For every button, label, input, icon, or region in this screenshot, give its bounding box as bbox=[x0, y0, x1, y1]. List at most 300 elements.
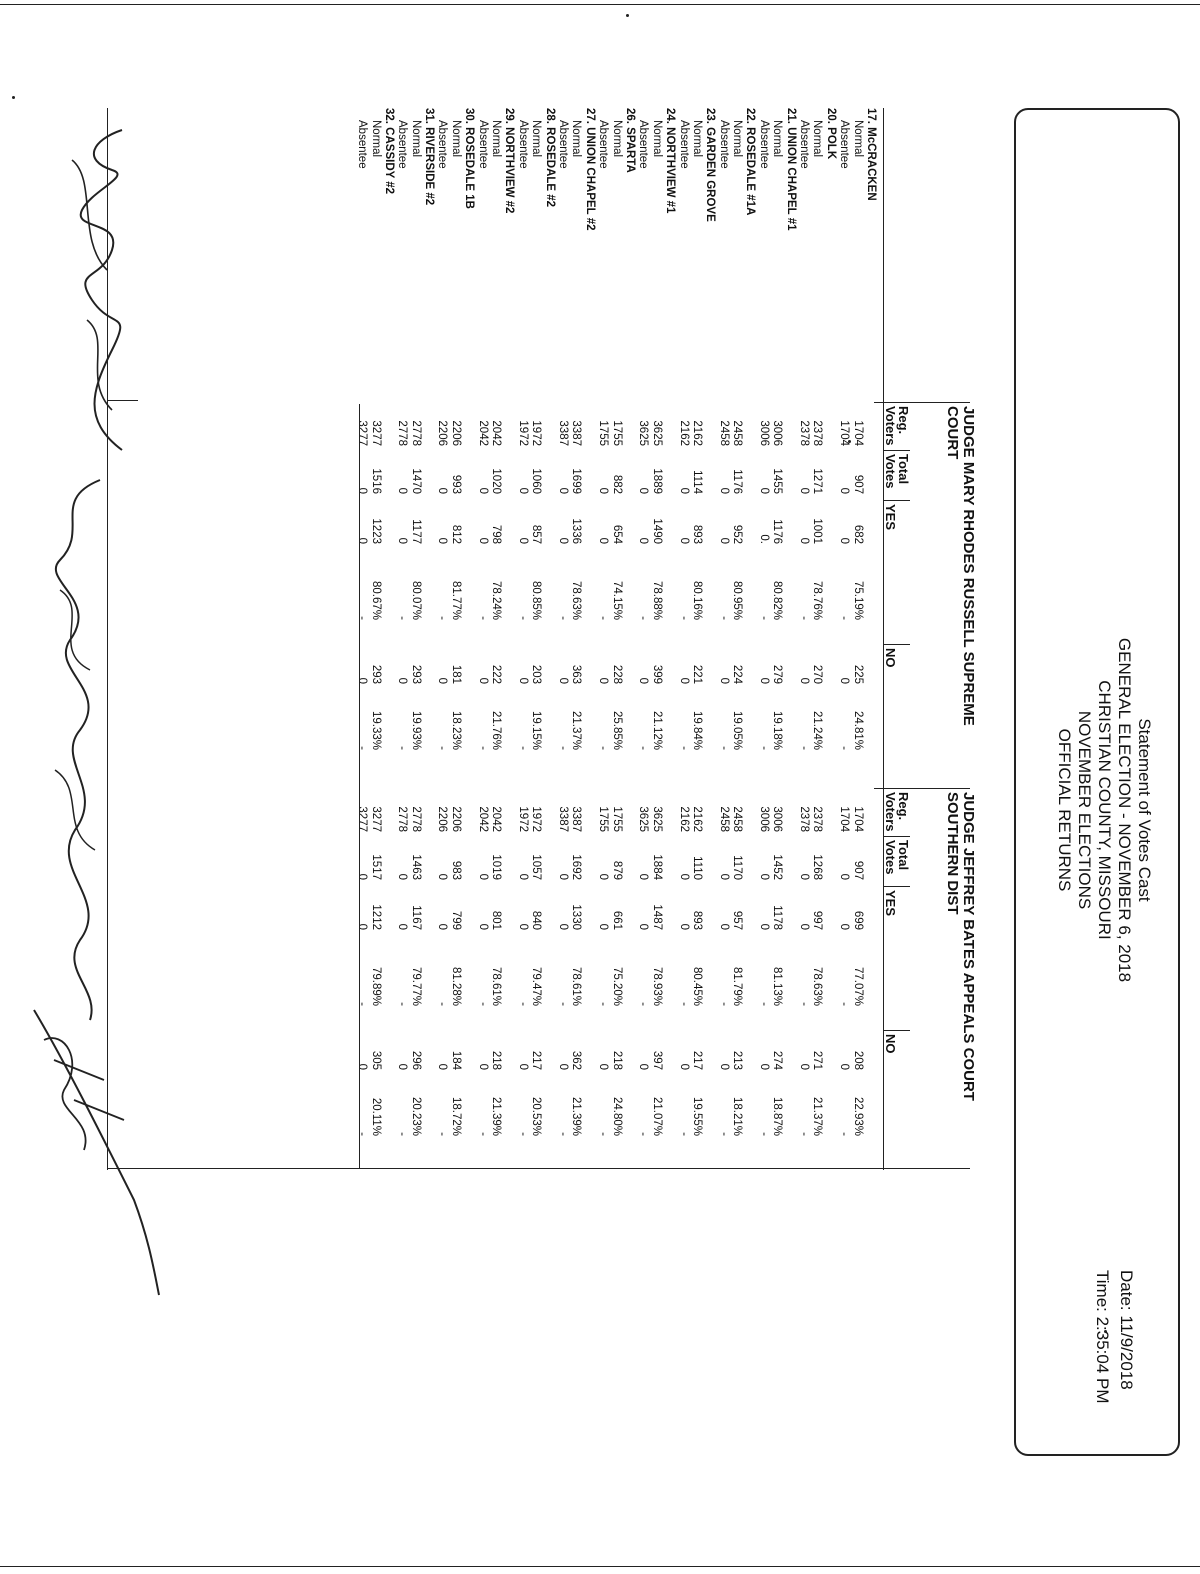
cell-no-votes: 0 bbox=[436, 677, 449, 684]
contest-title bbox=[944, 792, 976, 1101]
cell-total-votes: 0 bbox=[436, 487, 449, 494]
cell-no-percent: 21.07% bbox=[650, 1096, 663, 1136]
cell-total-votes: 0 bbox=[838, 873, 851, 880]
cell-reg-voters: 1755 bbox=[597, 420, 610, 446]
column-tick bbox=[884, 500, 910, 501]
cell-total-votes: 0 bbox=[396, 487, 409, 494]
cell-yes-percent: - bbox=[516, 1002, 529, 1006]
cell-no-percent: 21.12% bbox=[650, 710, 663, 750]
cell-yes-votes: 1176 bbox=[771, 519, 784, 544]
cell-yes-votes: 1336 bbox=[570, 518, 583, 544]
cell-no-votes: 0 bbox=[516, 677, 529, 684]
cell-reg-voters: 3277 bbox=[356, 806, 369, 832]
cell-yes-percent: 78.61% bbox=[570, 966, 583, 1006]
cell-reg-voters: 1972 bbox=[516, 806, 529, 832]
cell-yes-votes: 857 bbox=[530, 524, 543, 544]
cell-no-percent: 20.11% bbox=[369, 1097, 382, 1136]
table-row bbox=[810, 108, 823, 1168]
cell-total-votes: 0 bbox=[798, 487, 811, 494]
cell-yes-votes: 0 bbox=[717, 923, 730, 930]
table-row bbox=[529, 108, 542, 1168]
cell-reg-voters: 2042 bbox=[490, 806, 503, 832]
cell-yes-votes: 812 bbox=[449, 524, 462, 544]
cell-total-votes: 0 bbox=[757, 873, 770, 880]
cell-no-percent: - bbox=[396, 746, 409, 750]
cell-no-votes: 293 bbox=[369, 664, 382, 684]
cell-yes-votes: 0 bbox=[838, 537, 851, 544]
cell-no-percent: - bbox=[557, 1132, 570, 1136]
cell-yes-votes: 893 bbox=[690, 524, 703, 544]
cell-reg-voters: 3387 bbox=[557, 806, 570, 832]
cell-total-votes: 0 bbox=[677, 487, 690, 494]
cell-no-percent: - bbox=[356, 746, 369, 750]
cell-no-votes: 228 bbox=[610, 664, 623, 684]
cell-yes-votes: 0 bbox=[798, 537, 811, 544]
cell-yes-percent: 80.07% bbox=[409, 580, 422, 620]
cell-total-votes: 0 bbox=[476, 487, 489, 494]
cell-total-votes: 1110 bbox=[690, 856, 703, 880]
cell-reg-voters: 2042 bbox=[490, 420, 503, 446]
cell-no-percent: - bbox=[557, 746, 570, 750]
precinct-name: 22. ROSEDALE #1A bbox=[744, 108, 757, 216]
cell-yes-votes: 1330 bbox=[570, 904, 583, 930]
cell-no-percent: - bbox=[396, 1132, 409, 1136]
vote-type-label: Absentee bbox=[757, 120, 770, 169]
cell-no-votes: 0 bbox=[717, 1063, 730, 1070]
precinct-row bbox=[823, 108, 836, 1168]
precinct-row bbox=[542, 108, 555, 1168]
contest-divider bbox=[874, 788, 970, 789]
cell-yes-percent: 80.95% bbox=[731, 580, 744, 620]
cell-no-votes: 222 bbox=[490, 664, 503, 684]
cell-total-votes: 1699 bbox=[570, 468, 583, 494]
precinct-row bbox=[743, 108, 756, 1168]
cell-yes-percent: - bbox=[476, 1002, 489, 1006]
cell-no-votes: 218 bbox=[490, 1050, 503, 1070]
cell-reg-voters: 1704 bbox=[851, 806, 864, 832]
cell-total-votes: 1692 bbox=[570, 854, 583, 880]
contest-divider bbox=[874, 402, 970, 403]
cell-no-votes: 225 bbox=[851, 664, 864, 684]
cell-no-votes: 0 bbox=[516, 1063, 529, 1070]
cell-total-votes: 1170 bbox=[731, 855, 744, 880]
precinct-row bbox=[422, 108, 435, 1168]
cell-no-percent: - bbox=[476, 746, 489, 750]
table-row bbox=[475, 108, 488, 1168]
cell-total-votes: 0 bbox=[597, 487, 610, 494]
cell-no-votes: 0 bbox=[597, 1063, 610, 1070]
cell-total-votes: 1268 bbox=[811, 854, 824, 880]
cell-yes-votes: 0 bbox=[476, 537, 489, 544]
cell-no-percent: - bbox=[677, 1132, 690, 1136]
cell-no-percent: - bbox=[717, 746, 730, 750]
cell-yes-percent: 80.82% bbox=[771, 580, 784, 620]
cell-no-percent: - bbox=[597, 746, 610, 750]
cell-no-percent: 19.33% bbox=[369, 710, 382, 750]
table-row bbox=[408, 108, 421, 1168]
cell-yes-percent: 78.76% bbox=[811, 580, 824, 620]
cell-reg-voters: 3387 bbox=[570, 806, 583, 832]
cell-no-percent: - bbox=[516, 746, 529, 750]
column-tick bbox=[884, 1030, 910, 1031]
table-row bbox=[435, 108, 448, 1168]
cell-no-percent: 18.21% bbox=[731, 1096, 744, 1136]
column-header-text: Votes bbox=[883, 840, 898, 875]
cell-no-votes: 221 bbox=[690, 664, 703, 684]
table-row bbox=[596, 108, 609, 1168]
cell-total-votes: 0 bbox=[717, 873, 730, 880]
cell-yes-percent: 80.67% bbox=[369, 580, 382, 620]
title-line: GENERAL ELECTION - NOVEMBER 6, 2018 bbox=[1115, 637, 1134, 983]
cell-reg-voters: 2162 bbox=[690, 806, 703, 832]
table-row bbox=[649, 108, 662, 1168]
table-row bbox=[676, 108, 689, 1168]
vote-type-label: Normal bbox=[570, 120, 583, 158]
cell-total-votes: 1060 bbox=[530, 468, 543, 494]
handwritten-signature bbox=[30, 470, 130, 1030]
column-header-no: NO bbox=[883, 648, 898, 668]
precinct-row bbox=[462, 108, 475, 1168]
cell-no-votes: 0 bbox=[677, 1063, 690, 1070]
cell-yes-percent: - bbox=[436, 1002, 449, 1006]
table-row bbox=[730, 108, 743, 1168]
cell-total-votes: 1020 bbox=[490, 468, 503, 494]
cell-no-percent: 20.23% bbox=[409, 1096, 422, 1136]
cell-no-votes: 0 bbox=[557, 677, 570, 684]
cell-yes-votes: 798 bbox=[490, 524, 503, 544]
cell-yes-percent: 81.77% bbox=[449, 580, 462, 620]
cell-no-percent: 21.76% bbox=[490, 710, 503, 750]
cell-reg-voters: 2458 bbox=[731, 806, 744, 832]
cell-yes-percent: 75.19% bbox=[851, 580, 864, 620]
cell-reg-voters: 1704 bbox=[838, 806, 851, 832]
column-tick bbox=[884, 886, 910, 887]
cell-yes-votes: 0 bbox=[516, 923, 529, 930]
cell-total-votes: 0 bbox=[597, 873, 610, 880]
table-row bbox=[368, 108, 381, 1168]
table-row bbox=[449, 108, 462, 1168]
cell-no-percent: - bbox=[356, 1132, 369, 1136]
cell-no-votes: 0 bbox=[838, 1063, 851, 1070]
cell-yes-percent: 75.20% bbox=[610, 966, 623, 1006]
column-header-text: Reg. bbox=[896, 406, 911, 435]
cell-reg-voters: 2778 bbox=[409, 806, 422, 832]
cell-yes-percent: - bbox=[356, 1002, 369, 1006]
cell-yes-votes: 0 bbox=[717, 537, 730, 544]
cell-no-votes: 305 bbox=[369, 1050, 382, 1070]
cell-total-votes: 0 bbox=[717, 487, 730, 494]
cell-yes-votes: 1212 bbox=[369, 904, 382, 930]
table-bottom-rule bbox=[359, 404, 360, 1168]
table-row bbox=[489, 108, 502, 1168]
cell-reg-voters: 3625 bbox=[637, 420, 650, 446]
vote-type-label: Absentee bbox=[597, 120, 610, 169]
precinct-row bbox=[623, 108, 636, 1168]
table-row bbox=[770, 108, 783, 1168]
precinct-row bbox=[663, 108, 676, 1168]
cell-no-votes: 0 bbox=[637, 1063, 650, 1070]
vote-type-label: Absentee bbox=[637, 120, 650, 169]
cell-reg-voters: 2778 bbox=[396, 420, 409, 446]
cell-yes-votes: 699 bbox=[851, 910, 864, 930]
cell-no-votes: 0 bbox=[396, 1063, 409, 1070]
cell-no-votes: 0 bbox=[476, 677, 489, 684]
vote-type-label: Absentee bbox=[396, 120, 409, 169]
column-header-reg-voters bbox=[884, 406, 910, 446]
cell-no-percent: 22.93% bbox=[851, 1096, 864, 1136]
cell-reg-voters: 3625 bbox=[650, 806, 663, 832]
cell-total-votes: 0 bbox=[637, 873, 650, 880]
cell-yes-votes: 661 bbox=[610, 910, 623, 930]
cell-reg-voters: 2378 bbox=[811, 806, 824, 832]
cell-reg-voters: 1755 bbox=[597, 806, 610, 832]
cell-yes-percent: 81.79% bbox=[731, 966, 744, 1006]
cell-total-votes: 1463 bbox=[409, 854, 422, 880]
cell-reg-voters: 3277 bbox=[369, 420, 382, 446]
cell-reg-voters: 3006 bbox=[757, 806, 770, 832]
cell-no-votes: 397 bbox=[650, 1050, 663, 1070]
cell-total-votes: 0 bbox=[516, 487, 529, 494]
cell-yes-votes: 0 bbox=[476, 923, 489, 930]
cell-yes-votes: 654 bbox=[610, 524, 623, 544]
cell-no-votes: 184 bbox=[449, 1050, 462, 1070]
cell-yes-votes: 0 bbox=[757, 923, 770, 930]
results-table bbox=[355, 108, 877, 1168]
cell-no-votes: 208 bbox=[851, 1050, 864, 1070]
cell-no-percent: 18.87% bbox=[771, 1096, 784, 1136]
cell-yes-votes: 0 bbox=[557, 537, 570, 544]
cell-yes-votes: 0 bbox=[356, 537, 369, 544]
cell-no-votes: 218 bbox=[610, 1050, 623, 1070]
vote-type-label: Absentee bbox=[717, 120, 730, 169]
cell-yes-votes: 0 bbox=[557, 923, 570, 930]
precinct-row bbox=[582, 108, 595, 1168]
vote-type-label: Normal bbox=[610, 120, 623, 158]
cell-yes-percent: - bbox=[476, 616, 489, 620]
cell-yes-votes: 1177 bbox=[409, 519, 422, 544]
cell-yes-percent: 79.89% bbox=[369, 966, 382, 1006]
precinct-name: 27. UNION CHAPEL #2 bbox=[583, 108, 596, 231]
cell-reg-voters: 1972 bbox=[516, 420, 529, 446]
cell-reg-voters: 3006 bbox=[771, 806, 784, 832]
cell-yes-percent: - bbox=[557, 1002, 570, 1006]
cell-yes-percent: 78.93% bbox=[650, 966, 663, 1006]
cell-no-votes: 399 bbox=[650, 664, 663, 684]
cell-yes-percent: 78.63% bbox=[570, 580, 583, 620]
cell-yes-percent: - bbox=[637, 1002, 650, 1006]
cell-no-votes: 0 bbox=[396, 677, 409, 684]
cell-no-percent: 20.53% bbox=[530, 1096, 543, 1136]
vote-type-label: Normal bbox=[490, 120, 503, 158]
table-row bbox=[636, 108, 649, 1168]
cell-no-percent: - bbox=[476, 1132, 489, 1136]
bottom-edge-line bbox=[0, 1566, 1200, 1567]
column-header-text: Reg. bbox=[896, 792, 911, 821]
cell-no-votes: 213 bbox=[731, 1050, 744, 1070]
table-row bbox=[716, 108, 729, 1168]
cell-yes-percent: 80.85% bbox=[530, 580, 543, 620]
cell-no-percent: - bbox=[637, 1132, 650, 1136]
cell-reg-voters: 2162 bbox=[677, 806, 690, 832]
cell-no-votes: 0 bbox=[798, 1063, 811, 1070]
cell-no-votes: 279 bbox=[771, 664, 784, 684]
cell-no-percent: - bbox=[637, 746, 650, 750]
precinct-name: 28. ROSEDALE #2 bbox=[543, 108, 556, 208]
cell-no-votes: 0 bbox=[637, 677, 650, 684]
cell-yes-votes: 0 bbox=[677, 923, 690, 930]
report-datetime bbox=[1090, 1270, 1138, 1440]
precinct-row bbox=[783, 108, 796, 1168]
cell-yes-percent: - bbox=[757, 1002, 770, 1006]
cell-no-percent: 24.81% bbox=[851, 710, 864, 750]
cell-no-votes: 0 bbox=[356, 1063, 369, 1070]
cell-total-votes: 0 bbox=[516, 873, 529, 880]
cell-no-percent: - bbox=[757, 746, 770, 750]
cell-no-percent: - bbox=[516, 1132, 529, 1136]
cell-yes-votes: 0 bbox=[637, 537, 650, 544]
cell-total-votes: 0 bbox=[476, 873, 489, 880]
cell-reg-voters: 2206 bbox=[436, 806, 449, 832]
cell-total-votes: 1452 bbox=[771, 854, 784, 880]
cell-total-votes: 0 bbox=[557, 873, 570, 880]
cell-total-votes: 907 bbox=[851, 474, 864, 494]
cell-reg-voters: 1755 bbox=[610, 420, 623, 446]
cell-yes-votes: 1167 bbox=[409, 905, 422, 930]
cell-no-votes: 224 bbox=[731, 664, 744, 684]
cell-yes-percent: 79.47% bbox=[530, 966, 543, 1006]
table-row bbox=[609, 108, 622, 1168]
vote-type-label: Absentee bbox=[677, 120, 690, 169]
table-header-rule bbox=[883, 108, 884, 1170]
vote-type-label: Normal bbox=[690, 120, 703, 158]
cell-reg-voters: 2042 bbox=[476, 420, 489, 446]
cell-reg-voters: 2042 bbox=[476, 806, 489, 832]
cell-yes-percent: - bbox=[717, 616, 730, 620]
cell-reg-voters: 1755 bbox=[610, 806, 623, 832]
precinct-row bbox=[703, 108, 716, 1168]
table-row bbox=[515, 108, 528, 1168]
precinct-name: 21. UNION CHAPEL #1 bbox=[784, 108, 797, 231]
column-tick bbox=[884, 836, 910, 837]
cell-total-votes: 1470 bbox=[409, 468, 422, 494]
top-edge-line bbox=[0, 4, 1200, 5]
cell-total-votes: 1889 bbox=[650, 468, 663, 494]
cell-total-votes: 1271 bbox=[811, 468, 824, 494]
cell-no-votes: 0 bbox=[757, 1063, 770, 1070]
column-header-text: Total bbox=[896, 840, 911, 871]
column-tick bbox=[884, 644, 910, 645]
cell-no-votes: 362 bbox=[570, 1050, 583, 1070]
cell-reg-voters: 1704 bbox=[851, 420, 864, 446]
vote-type-label: Normal bbox=[771, 120, 784, 158]
cell-yes-percent: - bbox=[717, 1002, 730, 1006]
cell-no-percent: - bbox=[597, 1132, 610, 1136]
cell-no-votes: 181 bbox=[449, 664, 462, 684]
cell-reg-voters: 2378 bbox=[798, 806, 811, 832]
cell-no-percent: 18.72% bbox=[449, 1096, 462, 1136]
cell-no-votes: 293 bbox=[409, 664, 422, 684]
handwritten-signature bbox=[24, 1000, 164, 1300]
title-line: OFFICIAL RETURNS bbox=[1055, 728, 1074, 892]
cell-yes-votes: 1490 bbox=[650, 518, 663, 544]
vote-type-label: Absentee bbox=[356, 120, 369, 169]
cell-yes-votes: 1487 bbox=[650, 904, 663, 930]
cell-yes-votes: 0 bbox=[436, 923, 449, 930]
column-header-text: Total bbox=[896, 454, 911, 485]
vote-type-label: Absentee bbox=[516, 120, 529, 169]
vote-type-label: Normal bbox=[449, 120, 462, 158]
cell-yes-percent: - bbox=[436, 616, 449, 620]
cell-reg-voters: 3006 bbox=[771, 420, 784, 446]
cell-no-percent: 19.55% bbox=[690, 1096, 703, 1136]
table-row bbox=[797, 108, 810, 1168]
vote-type-label: Normal bbox=[650, 120, 663, 158]
cell-yes-percent: 78.24% bbox=[490, 580, 503, 620]
vote-type-label: Absentee bbox=[838, 120, 851, 169]
cell-yes-votes: 0 bbox=[597, 537, 610, 544]
cell-yes-percent: 77.07% bbox=[851, 966, 864, 1006]
column-header-reg-voters bbox=[884, 792, 910, 832]
cell-yes-votes: 0 bbox=[677, 537, 690, 544]
cell-no-votes: 0 bbox=[757, 677, 770, 684]
cell-reg-voters: 2206 bbox=[449, 806, 462, 832]
cell-no-percent: - bbox=[838, 746, 851, 750]
cell-no-percent: 21.39% bbox=[570, 1096, 583, 1136]
cell-total-votes: 0 bbox=[757, 487, 770, 494]
cell-no-percent: 25.85% bbox=[610, 710, 623, 750]
cell-yes-votes: 0 bbox=[396, 537, 409, 544]
cell-yes-percent: - bbox=[516, 616, 529, 620]
cell-total-votes: 993 bbox=[449, 474, 462, 494]
vote-type-label: Absentee bbox=[798, 120, 811, 169]
vote-type-label: Absentee bbox=[557, 120, 570, 169]
table-right-rule bbox=[108, 1168, 970, 1169]
precinct-row bbox=[864, 108, 877, 1168]
cell-yes-votes: 957 bbox=[731, 910, 744, 930]
cell-yes-votes: 893 bbox=[690, 910, 703, 930]
cell-yes-percent: - bbox=[356, 616, 369, 620]
vote-type-label: Normal bbox=[811, 120, 824, 158]
precinct-name: 29. NORTHVIEW #2 bbox=[503, 108, 516, 214]
precinct-name: 32. CASSIDY #2 bbox=[382, 108, 395, 195]
precinct-name: 17. McCRACKEN bbox=[865, 108, 877, 201]
column-header-text: Voters bbox=[883, 406, 898, 446]
cell-no-votes: 217 bbox=[690, 1050, 703, 1070]
contest-title-line: COURT bbox=[944, 406, 961, 460]
precinct-name: 24. NORTHVIEW #1 bbox=[664, 108, 677, 214]
cell-total-votes: 907 bbox=[851, 860, 864, 880]
cell-no-percent: - bbox=[757, 1132, 770, 1136]
rotated-report-sheet bbox=[120, 108, 1180, 1468]
cell-no-percent: 19.84% bbox=[690, 710, 703, 750]
cell-no-votes: 274 bbox=[771, 1050, 784, 1070]
cell-total-votes: 1057 bbox=[530, 854, 543, 880]
cell-total-votes: 1176 bbox=[731, 469, 744, 494]
cell-total-votes: 1455 bbox=[771, 468, 784, 494]
cell-yes-votes: 952 bbox=[731, 524, 744, 544]
cell-no-percent: - bbox=[436, 746, 449, 750]
cell-yes-percent: 80.16% bbox=[690, 580, 703, 620]
title-line: Statement of Votes Cast bbox=[1135, 718, 1154, 902]
cell-no-percent: 19.15% bbox=[530, 710, 543, 750]
cell-no-votes: 0 bbox=[597, 677, 610, 684]
cell-no-votes: 363 bbox=[570, 664, 583, 684]
cell-reg-voters: 2206 bbox=[449, 420, 462, 446]
cell-yes-votes: 682 bbox=[851, 524, 864, 544]
cell-yes-percent: 81.13% bbox=[771, 966, 784, 1006]
cell-yes-votes: 0 bbox=[396, 923, 409, 930]
cell-yes-percent: - bbox=[597, 1002, 610, 1006]
